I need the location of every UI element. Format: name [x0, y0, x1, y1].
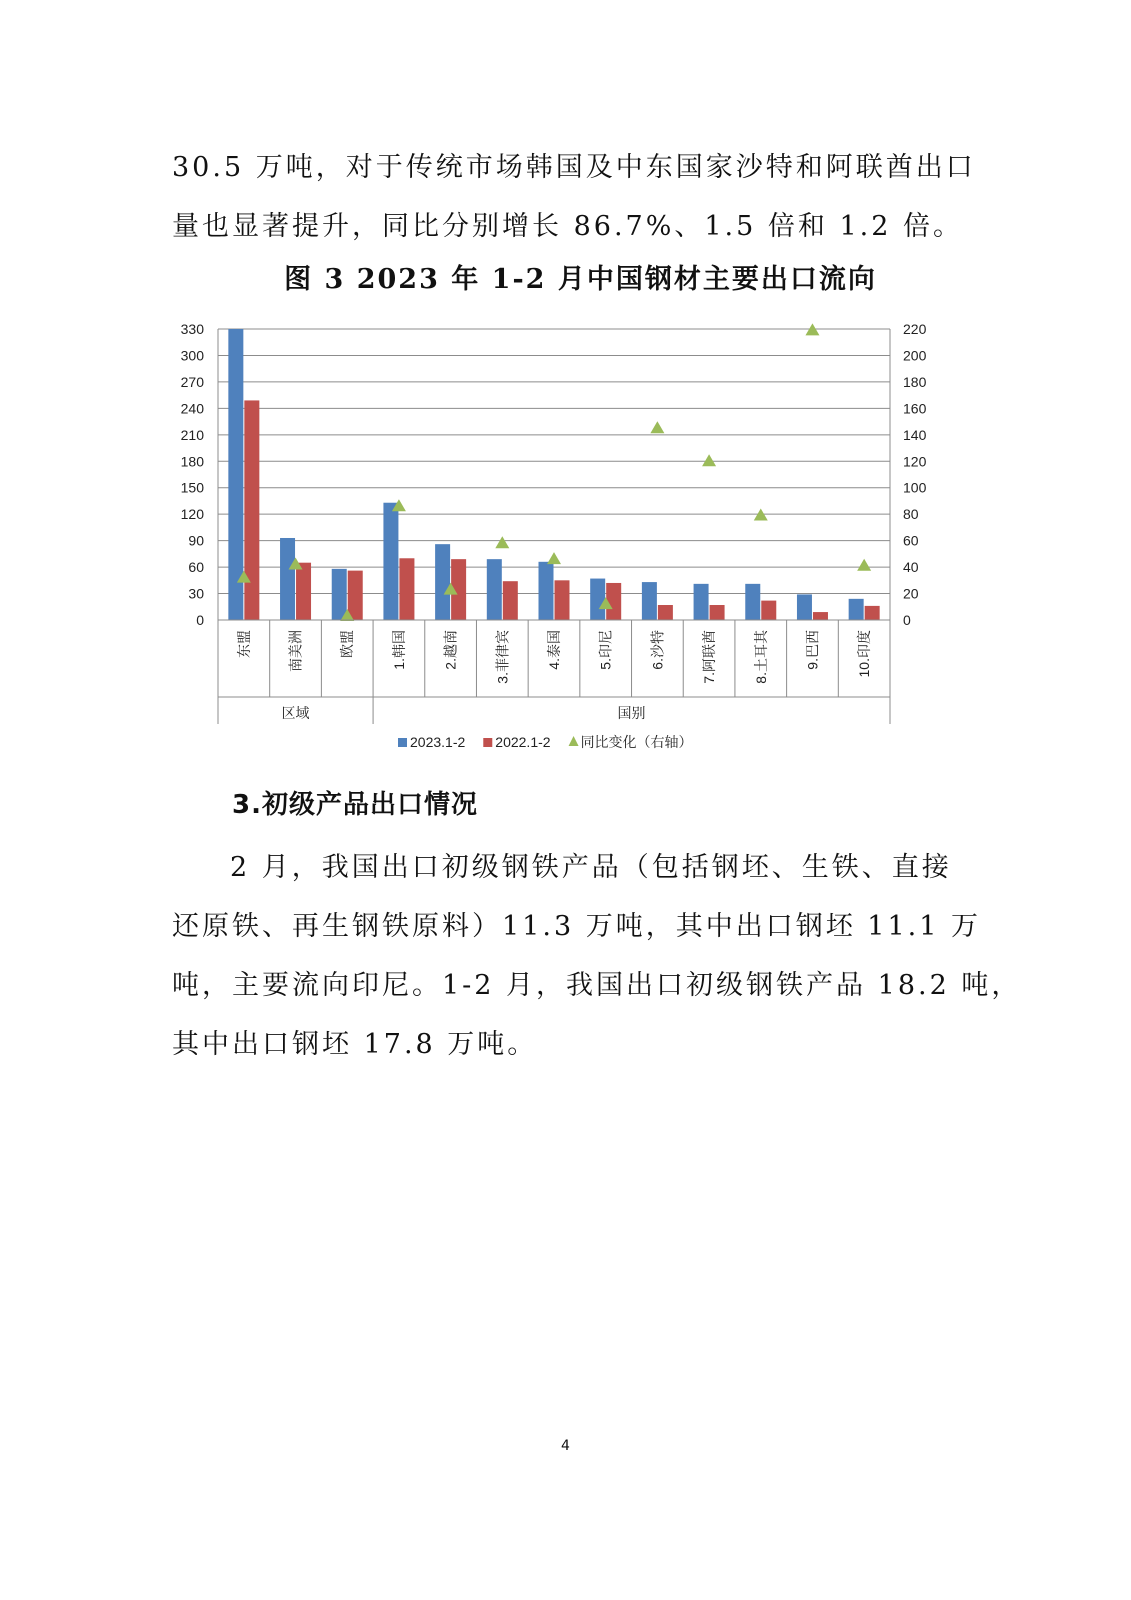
bar-2022	[813, 612, 828, 620]
bar-2022	[296, 563, 311, 620]
yoy-change-marker	[857, 559, 871, 571]
y-left-tick-label: 120	[180, 506, 204, 523]
category-label: 8.土耳其	[752, 630, 769, 684]
bar-2022	[658, 605, 673, 620]
y-right-tick-label: 140	[903, 426, 927, 443]
bar-2023	[332, 569, 347, 620]
bar-2023	[849, 599, 864, 620]
y-left-tick-label: 180	[180, 453, 204, 470]
bar-2023	[487, 559, 502, 620]
category-label: 1.韩国	[390, 630, 407, 670]
paragraph-line: 还原铁、再生钢铁原料）11.3 万吨，其中出口钢坯 11.1 万	[172, 911, 981, 942]
y-left-tick-label: 240	[180, 400, 204, 417]
category-label: 7.阿联酋	[701, 630, 718, 684]
page-number: 4	[561, 1438, 570, 1454]
y-right-tick-label: 40	[903, 559, 919, 576]
category-label: 2.越南	[442, 630, 459, 670]
y-left-tick-label: 90	[188, 532, 204, 549]
bar-2022	[244, 400, 259, 620]
bar-2023	[590, 579, 605, 620]
category-label: 3.菲律宾	[494, 630, 511, 684]
paragraph-line: 其中出口钢坯 17.8 万吨。	[172, 1029, 538, 1060]
y-right-tick-label: 20	[903, 585, 919, 602]
y-right-tick-label: 160	[903, 400, 927, 417]
bar-2022	[555, 580, 570, 620]
category-label: 4.泰国	[546, 630, 562, 670]
y-right-tick-label: 200	[903, 347, 927, 364]
y-left-tick-label: 60	[188, 559, 204, 576]
y-right-tick-label: 100	[903, 479, 927, 496]
y-right-tick-label: 0	[903, 612, 911, 628]
bar-2022	[503, 581, 518, 620]
category-label: 6.沙特	[649, 630, 666, 670]
export-flow-chart	[170, 322, 930, 762]
category-label: 5.印尼	[597, 630, 614, 670]
y-left-tick-label: 210	[180, 426, 204, 443]
paragraph-line: 量也显著提升，同比分别增长 86.7%、1.5 倍和 1.2 倍。	[172, 211, 963, 242]
y-left-tick-label: 330	[180, 322, 204, 337]
paragraph-intro	[172, 138, 976, 256]
bar-2022	[761, 601, 776, 620]
legend-label: 同比变化（右轴）	[580, 734, 693, 750]
legend-swatch	[483, 738, 492, 747]
y-left-tick-label: 150	[180, 479, 204, 496]
category-label: 9.巴西	[804, 630, 821, 670]
category-label: 东盟	[235, 630, 252, 658]
category-label: 欧盟	[339, 630, 356, 658]
y-left-tick-label: 0	[196, 612, 204, 628]
y-right-tick-label: 220	[903, 322, 927, 337]
bar-2023	[539, 562, 554, 620]
yoy-change-marker	[495, 536, 509, 548]
bar-2023	[280, 538, 295, 620]
y-left-tick-label: 270	[180, 373, 204, 390]
yoy-change-marker	[547, 552, 561, 564]
yoy-change-marker	[702, 454, 716, 466]
bar-2023	[435, 544, 450, 620]
bar-2023	[694, 584, 709, 620]
legend-swatch	[569, 736, 579, 746]
y-right-tick-label: 80	[903, 506, 919, 523]
section-heading: 3.初级产品出口情况	[232, 790, 478, 820]
group-label: 区域	[281, 705, 310, 721]
legend-label: 2022.1-2	[495, 734, 551, 750]
paragraph-line: 吨，主要流向印尼。1-2 月，我国出口初级钢铁产品 18.2 吨，	[172, 970, 1022, 1001]
bar-2023	[745, 584, 760, 620]
y-right-tick-label: 60	[903, 532, 919, 549]
bar-2022	[710, 605, 725, 620]
figure-caption: 图 3 2023 年 1-2 月中国钢材主要出口流向	[284, 264, 877, 295]
bar-2023	[383, 503, 398, 620]
bar-2023	[797, 594, 812, 620]
bar-2022	[865, 606, 880, 620]
legend-label: 2023.1-2	[410, 734, 466, 750]
y-left-tick-label: 300	[180, 347, 204, 364]
bar-2022	[399, 558, 414, 620]
y-left-tick-label: 30	[188, 585, 204, 602]
category-label: 南美洲	[287, 630, 304, 672]
bar-2022	[348, 571, 363, 620]
paragraph-primary-products	[172, 838, 1022, 1074]
bar-2022	[606, 583, 621, 620]
category-label: 10.印度	[856, 630, 873, 678]
group-label: 国别	[617, 705, 646, 721]
y-right-tick-label: 120	[903, 453, 927, 470]
y-right-tick-label: 180	[903, 373, 927, 390]
yoy-change-marker	[650, 421, 664, 433]
paragraph-line: 30.5 万吨，对于传统市场韩国及中东国家沙特和阿联酋出口	[172, 152, 976, 183]
bar-2023	[642, 582, 657, 620]
paragraph-line: 2 月，我国出口初级钢铁产品（包括钢坯、生铁、直接	[230, 852, 952, 883]
legend-swatch	[398, 738, 407, 747]
